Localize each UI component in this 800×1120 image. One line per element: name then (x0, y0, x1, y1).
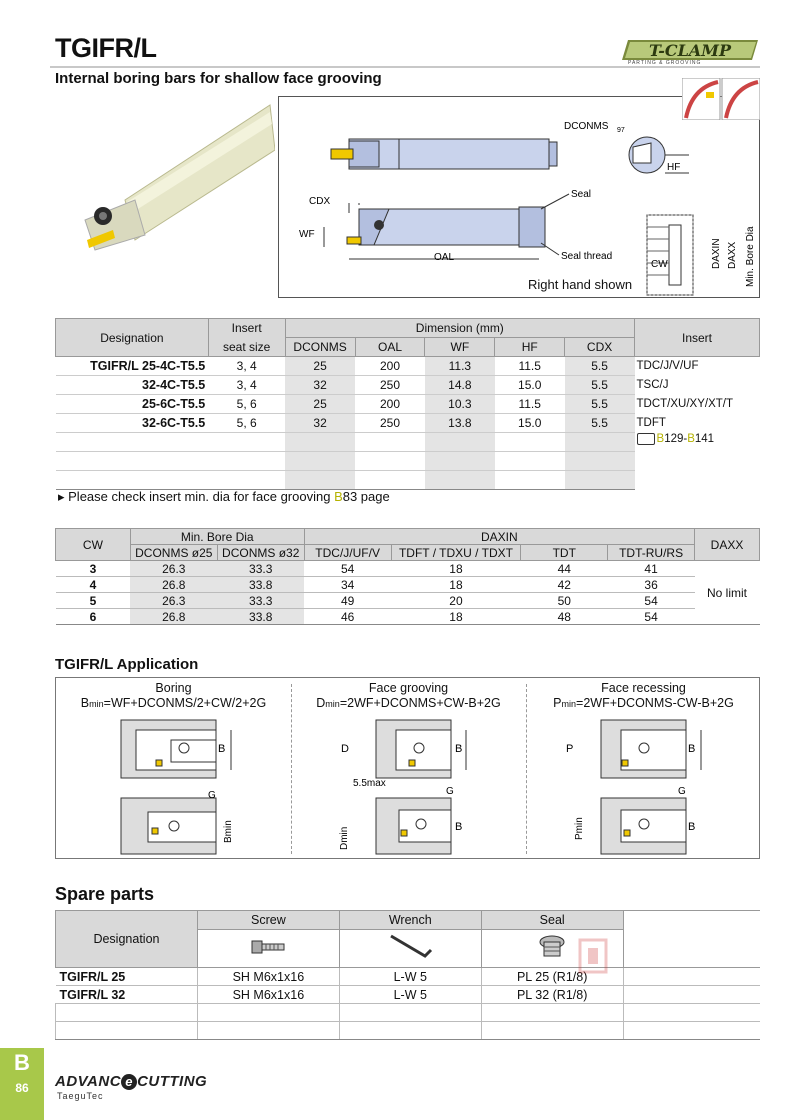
dimension-drawing (278, 96, 760, 298)
app-face-recessing (526, 678, 761, 858)
dconms-label: DCONMS (564, 121, 609, 132)
cw-table (55, 528, 760, 625)
header-daxx: DAXX (695, 529, 760, 561)
designation: 25-6C-T5.5 (56, 395, 209, 414)
app-face-recessing-formula: Pmin=2WF+DCONMS-CW-B+2G (553, 696, 734, 710)
table-row-empty (56, 433, 760, 452)
header-screw: Screw (197, 911, 339, 930)
header-dconms-25: DCONMS ø25 (130, 545, 217, 561)
header-designation: Designation (56, 911, 198, 968)
svg-text:B: B (688, 743, 696, 755)
dconms-sub-label: 97 (617, 127, 625, 134)
application-box (55, 677, 760, 859)
dconms: 32 (285, 414, 355, 433)
insert-type: TDC/J/V/UF (636, 360, 699, 373)
header-tdc: TDC/J/UF/V (304, 545, 391, 561)
oal: 200 (355, 395, 425, 414)
table-row: 4 26.8 33.8 34 18 42 36 (56, 577, 760, 593)
table-row (56, 395, 760, 414)
oal-label: OAL (434, 252, 455, 263)
header-wrench: Wrench (339, 911, 481, 930)
hf: 15.0 (495, 376, 565, 395)
boring-diagram (56, 718, 291, 858)
seal-label: Seal (571, 189, 592, 200)
svg-text:G: G (446, 786, 454, 797)
header-tdt: TDT (521, 545, 608, 561)
spare-parts-title: Spare parts (55, 884, 155, 904)
dconms: 32 (285, 376, 355, 395)
seat-size: 5, 6 (208, 414, 285, 433)
cdx: 5.5 (565, 357, 635, 376)
header-oal: OAL (355, 338, 425, 357)
daxin-label: DAXIN (711, 238, 722, 269)
header-seal: Seal (481, 911, 623, 930)
svg-text:B: B (218, 743, 226, 755)
header-tdt-ru: TDT-RU/RS (608, 545, 695, 561)
cdx-label: CDX (309, 196, 331, 207)
face-recessing-diagram (526, 718, 761, 858)
page-title: TGIFR/L (55, 33, 157, 63)
insert-type: TSC/J (636, 379, 669, 391)
daxx-value: No limit (695, 561, 760, 625)
app-boring-formula: Bmin=WF+DCONMS/2+CW/2+2G (80, 696, 267, 710)
table-row: 5 26.3 33.3 49 20 50 54 (56, 593, 760, 609)
header-min-bore: Min. Bore Dia (130, 529, 304, 545)
header-dimension: Dimension (mm) (285, 319, 634, 338)
app-boring-heading: Boring (155, 681, 192, 695)
hf: 11.5 (495, 395, 565, 414)
app-face-grooving (291, 678, 526, 858)
svg-text:B: B (455, 743, 463, 755)
designation: TGIFR/L 25-4C-T5.5 (56, 357, 209, 376)
screw-icon (197, 930, 339, 968)
taegutec-logo: TaeguTec (57, 1091, 104, 1101)
cdx: 5.5 (565, 414, 635, 433)
wrench-icon (339, 930, 481, 968)
wf: 14.8 (425, 376, 495, 395)
table-row (56, 357, 760, 376)
svg-text:Bmin: Bmin (223, 820, 234, 843)
dconms: 25 (285, 395, 355, 414)
header-hf: HF (495, 338, 565, 357)
book-icon (637, 433, 655, 445)
daxx-label: DAXX (727, 241, 738, 269)
header-divider (50, 66, 760, 68)
header-insert: Insert (635, 319, 760, 357)
header-seat-size: seat size (208, 338, 285, 357)
section-letter: B (14, 1050, 30, 1075)
application-title: TGIFR/L Application (55, 656, 199, 673)
insert-note: ▸ Please check insert min. dia for face grooving B83 page (58, 489, 390, 504)
wf: 10.3 (425, 395, 495, 414)
table-row (56, 414, 760, 433)
grooving-type-icons (682, 78, 760, 120)
header-insert-seat: Insert (208, 319, 285, 338)
svg-text:Dmin: Dmin (339, 826, 350, 850)
seat-size: 3, 4 (208, 357, 285, 376)
wf: 13.8 (425, 414, 495, 433)
drawing-svg (279, 97, 761, 299)
header-wf: WF (425, 338, 495, 357)
app-face-recessing-heading: Face recessing (601, 681, 686, 695)
wf: 11.3 (425, 357, 495, 376)
table-row: 3 26.3 33.3 54 18 44 41 No limit (56, 561, 760, 577)
page-subtitle: Internal boring bars for shallow face grooving (55, 70, 382, 87)
header-cw: CW (56, 529, 131, 561)
header-dconms: DCONMS (285, 338, 355, 357)
brand-text: T-CLAMP (648, 41, 732, 60)
svg-text:Pmin: Pmin (574, 817, 585, 840)
app-boring (56, 678, 291, 858)
insert-type: TDCT/XU/XY/XT/T (636, 398, 733, 410)
insert-page-reference[interactable]: B129-B141 (635, 433, 760, 490)
min-bore-label: Min. Bore Dia (745, 226, 756, 287)
advance-cutting-logo: ADVANC e CUTTING (55, 1073, 208, 1090)
svg-text:G: G (208, 790, 216, 801)
wf-label: WF (299, 229, 315, 240)
app-face-grooving-formula: Dmin=2WF+DCONMS+CW-B+2G (316, 696, 501, 710)
face-grooving-diagram (291, 718, 526, 858)
hf-label: HF (667, 162, 681, 173)
dimension-table (55, 318, 760, 490)
table-row (56, 376, 760, 395)
seal-thread-label: Seal thread (561, 251, 613, 262)
header-daxin: DAXIN (304, 529, 694, 545)
table-row-empty (56, 1022, 761, 1040)
oal: 200 (355, 357, 425, 376)
section-tab (0, 1048, 44, 1120)
designation: 32-4C-T5.5 (56, 376, 209, 395)
seat-size: 3, 4 (208, 376, 285, 395)
oal: 250 (355, 376, 425, 395)
table-row: 6 26.8 33.8 46 18 48 54 (56, 609, 760, 625)
header-designation: Designation (56, 319, 209, 357)
seat-size: 5, 6 (208, 395, 285, 414)
cdx: 5.5 (565, 395, 635, 414)
watermark-logo (560, 938, 670, 1018)
header-dconms-32: DCONMS ø32 (217, 545, 304, 561)
brand-tagline: PARTING & GROOVING (628, 60, 702, 66)
page-number: 86 (15, 1081, 29, 1095)
hf: 15.0 (495, 414, 565, 433)
svg-text:D: D (341, 743, 349, 755)
cw-label: CW (651, 259, 668, 270)
header-tdft: TDFT / TDXU / TDXT (391, 545, 521, 561)
designation: 32-6C-T5.5 (56, 414, 209, 433)
oal: 250 (355, 414, 425, 433)
svg-text:B: B (688, 821, 696, 833)
svg-text:P: P (566, 743, 574, 755)
dconms: 25 (285, 357, 355, 376)
insert-type: TDFT (636, 417, 666, 429)
figure-caption: Right hand shown (528, 277, 633, 292)
table-row: TGIFR/L 25 SH M6x1x16 L-W 5 PL 25 (R1/8) (56, 968, 761, 986)
table-row: TGIFR/L 32 SH M6x1x16 L-W 5 PL 32 (R1/8) (56, 986, 761, 1004)
app-face-grooving-heading: Face grooving (368, 681, 449, 695)
hf: 11.5 (495, 357, 565, 376)
header-cdx: CDX (565, 338, 635, 357)
cdx: 5.5 (565, 376, 635, 395)
svg-text:B: B (455, 821, 463, 833)
svg-text:G: G (678, 786, 686, 797)
svg-text:5.5max: 5.5max (353, 778, 386, 789)
boring-bar-photo (65, 90, 275, 260)
